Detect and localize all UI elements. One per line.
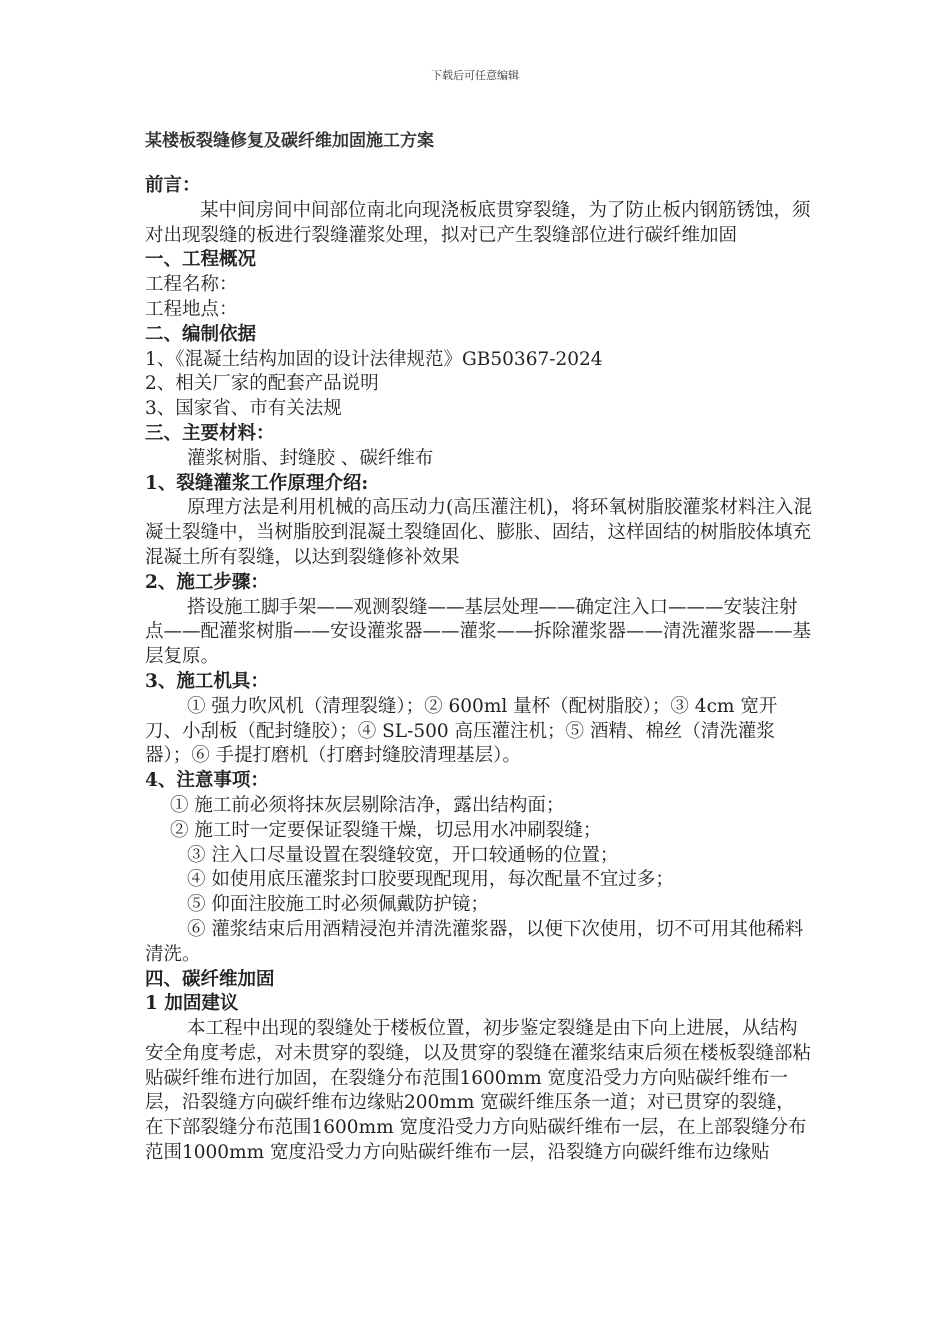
basis-item: 1、《混凝土结构加固的设计法律规范》GB50367-2024: [145, 348, 603, 370]
construction-steps-text: 搭设施工脚手架——观测裂缝——基层处理——确定注入口———安装注射点——配灌浆树脂——安设灌浆器——灌浆——拆除灌浆器——清洗灌浆器——基层复原。: [145, 596, 812, 668]
notes-heading: 4、注意事项：: [145, 770, 269, 792]
note-item: ② 施工时一定要保证裂缝干燥，切忌用水冲刷裂缝；: [170, 819, 602, 841]
note-item: ⑤ 仰面注胶施工时必须佩戴防护镜；: [187, 894, 489, 916]
project-location: 工程地点：: [145, 298, 238, 320]
basis-item: 3、国家省、市有关法规: [145, 398, 342, 420]
section-4-heading: 四、碳纤维加固: [145, 968, 275, 990]
document-body: [145, 174, 813, 1166]
reinforcement-advice-text: 本工程中出现的裂缝处于楼板位置，初步鉴定裂缝是由下向上进展，从结构安全角度考虑，对未贯穿的裂缝，以及贯穿的裂缝在灌浆结束后须在楼板裂缝部粘贴碳纤维布进行加固，在裂缝分布范围1600mm 宽度沿受力方向贴碳纤维布一层，沿裂缝方向碳纤维布边缘贴200mm 宽碳纤维压条一道；对已贯穿的裂缝，在下部裂缝分布范围1600mm 宽度沿受力方向贴碳纤维布一层，在上部裂缝分布范围1000mm 宽度沿受力方向贴碳纤维布一层，沿裂缝方向碳纤维布边缘贴: [145, 1018, 812, 1164]
section-2-heading: 二、编制依据: [145, 323, 257, 345]
note-item: ⑥ 灌浆结束后用酒精浸泡并清洗灌浆器，以便下次使用，切不可用其他稀料清洗。: [145, 918, 804, 965]
note-item: ① 施工前必须将抹灰层剔除洁净，露出结构面；: [170, 794, 565, 816]
section-1-heading: 一、工程概况: [145, 249, 257, 271]
preface-text: 某中间房间中间部位南北向现浇板底贯穿裂缝，为了防止板内钢筋锈蚀，须对出现裂缝的板进行裂缝灌浆处理，拟对已产生裂缝部位进行碳纤维加固: [145, 199, 811, 246]
grouting-principle-text: 原理方法是利用机械的高压动力(高压灌注机)，将环氧树脂胶灌浆材料注入混凝土裂缝中，当树脂胶到混凝土裂缝固化、膨胀、固结，这样固结的树脂胶体填充混凝土所有裂缝，以达到裂缝修补效果: [145, 497, 812, 568]
preface-heading: 前言：: [145, 175, 201, 196]
materials-text: 灌浆树脂、封缝胶 、碳纤维布: [187, 447, 434, 469]
basis-item: 2、相关厂家的配套产品说明: [145, 373, 379, 395]
tools-heading: 3、施工机具：: [145, 670, 269, 692]
grouting-principle-heading: 1、裂缝灌浆工作原理介绍:: [145, 472, 369, 494]
note-item: ③ 注入口尽量设置在裂缝较宽，开口较通畅的位置；: [187, 844, 619, 866]
section-3-heading: 三、主要材料：: [145, 422, 275, 444]
project-name: 工程名称：: [145, 274, 238, 296]
construction-steps-heading: 2、施工步骤：: [145, 571, 269, 593]
note-item: ④ 如使用底压灌浆封口胶要现配现用，每次配量不宜过多；: [187, 869, 674, 891]
reinforcement-advice-heading: 1 加固建议: [145, 993, 239, 1015]
tools-text: ① 强力吹风机（清理裂缝）；② 600ml 量杯（配树脂胶）；③ 4cm 宽开刀、小刮板（配封缝胶）；④ SL-500 高压灌注机；⑤ 酒精、棉丝（清洗灌浆器）；⑥ 手提打磨机（打磨封缝胶清理基层）。: [145, 695, 778, 767]
document-title: 某楼板裂缝修复及碳纤维加固施工方案: [145, 131, 434, 151]
page-header: 下载后可任意编辑: [431, 69, 519, 82]
